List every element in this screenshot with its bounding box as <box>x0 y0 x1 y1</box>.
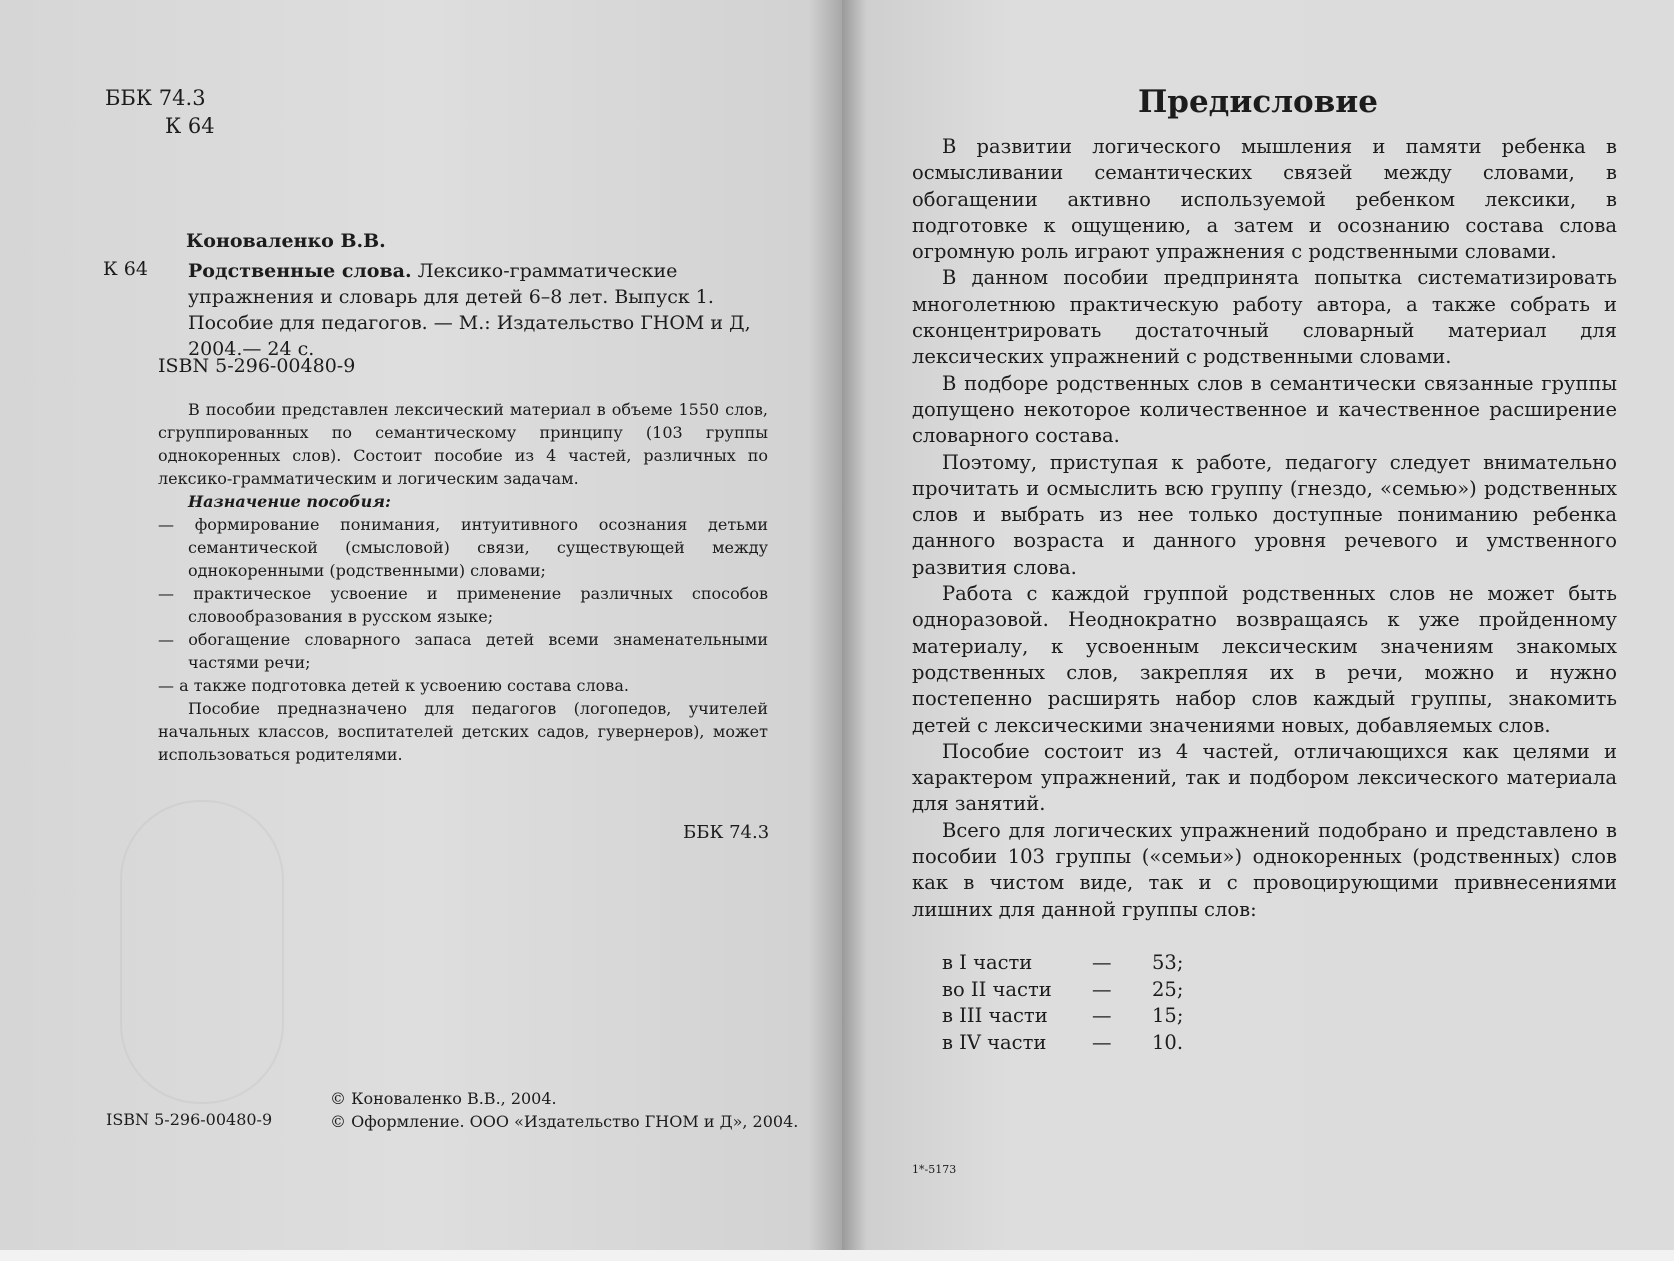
part-count: 15; <box>1152 1004 1184 1027</box>
bibliographic-description <box>158 258 768 362</box>
purpose-item: — формирование понимания, интуитивного осознания детьми семантической (смысловой) связи, существующей между однокоренными (родственными) словами; <box>158 513 768 582</box>
author-mark: К 64 <box>103 258 148 280</box>
author-name: Коноваленко В.В. <box>186 230 386 252</box>
purpose-item: — обогащение словарного запаса детей всеми знаменательными частями речи; <box>158 628 768 674</box>
preface-paragraph: Всего для логических упражнений подобрано и представлено в пособии 103 группы («семьи») однокоренных (родственных) слов как в чистом виде, так и с провоцирующими привнесениями лишних для данной группы слов: <box>912 818 1617 921</box>
audience-note: Пособие предназначено для педагогов (логопедов, учителей начальных классов, воспитателей детских садов, гувернеров), может использоваться родителями. <box>158 699 768 764</box>
part-count: 10. <box>1152 1030 1184 1054</box>
purpose-list <box>158 513 768 697</box>
scan-edge <box>0 1250 1674 1261</box>
book-title: Родственные слова. <box>188 260 412 282</box>
preface-paragraph: В развитии логического мышления и памяти ребенка в осмысливании семантических связей между словами, в обогащении активно используемой ребенком лексики, в подготовке к ощущению, а затем и осознанию состава слова огромную роль играют упражнения с родственными словами. <box>912 135 1617 264</box>
parts-list <box>942 950 1212 1056</box>
parts-row <box>942 950 1212 977</box>
bbk-line: ББК 74.3 <box>105 86 206 110</box>
part-label: во II части <box>942 977 1052 1001</box>
biblio-details: Лексико-грамматические упражнения и словарь для детей 6–8 лет. Выпуск 1. Пособие для педагогов. — М.: Издательство ГНОМ и Д, 2004.— 24 с. <box>188 260 751 360</box>
preface-paragraph: Работа с каждой группой родственных слов не может быть одноразовой. Неоднократно возвращаясь к уже пройденному материалу, к усвоенным лексическим значениям знакомых родственных слов, закрепляя их в речи, можно и нужно постепенно расширять набор слов каждый группы, знакомить детей с лексическими значениями новых, добавляемых слов. <box>912 582 1617 737</box>
preface-paragraph: Пособие состоит из 4 частей, отличающихся как целями и характером упражнений, так и подбором лексического материала для занятий. <box>912 739 1617 816</box>
faint-illustration <box>120 800 284 1104</box>
bbk-code <box>105 84 215 140</box>
purpose-item: — практическое усвоение и применение различных способов словообразования в русском языке; <box>158 582 768 628</box>
page-title: Предисловие <box>1138 84 1378 120</box>
annotation-intro: В пособии представлен лексический материал в объеме 1550 слов, сгруппированных по семантическому принципу (103 группы однокоренных слов). Состоит пособие из 4 частей, различных по лексико-грамматическим и логическим задачам. <box>158 400 768 488</box>
isbn: ISBN 5-296-00480-9 <box>158 355 356 377</box>
part-count: 53; <box>1152 951 1184 974</box>
part-dash: — <box>1092 951 1112 974</box>
author-mark-line: К 64 <box>165 114 215 138</box>
annotation <box>158 398 768 766</box>
parts-row <box>942 1030 1212 1057</box>
part-count: 25; <box>1152 977 1184 1001</box>
page-code: 1*-5173 <box>912 1163 957 1176</box>
part-label: в I части <box>942 951 1033 974</box>
right-page <box>842 0 1674 1250</box>
preface-paragraph: Поэтому, приступая к работе, педагогу следует внимательно прочитать и осмыслить всю группу (гнездо, «семью») родственных слов и выбрать из нее только доступные пониманию ребенка данного возраста и данного уровня речевого и умственного развития слова. <box>912 450 1617 579</box>
preface-paragraph: В подборе родственных слов в семантически связанные группы допущено некоторое количественное и качественное расширение словарного состава. <box>912 371 1617 448</box>
copyright-author: © Коноваленко В.В., 2004. <box>330 1089 557 1108</box>
parts-row <box>942 1003 1212 1030</box>
purpose-heading: Назначение пособия: <box>188 492 391 511</box>
left-page <box>0 0 842 1250</box>
purpose-item: — а также подготовка детей к усвоению состава слова. <box>158 674 768 697</box>
isbn-bottom: ISBN 5-296-00480-9 <box>106 1110 273 1129</box>
parts-row <box>942 977 1212 1004</box>
part-dash: — <box>1092 1030 1112 1054</box>
part-dash: — <box>1092 1004 1112 1027</box>
preface-paragraph: В данном пособии предпринята попытка систематизировать многолетнюю практическую работу автора, а также собрать и сконцентрировать достаточный словарный материал для лексических упражнений с родственными словами. <box>912 266 1617 369</box>
preface-text <box>912 134 1617 923</box>
part-label: в IV части <box>942 1030 1047 1054</box>
copyright-design: © Оформление. ООО «Издательство ГНОМ и Д», 2004. <box>330 1112 799 1131</box>
part-dash: — <box>1092 977 1112 1001</box>
copyright-block <box>330 1087 798 1133</box>
part-label: в III части <box>942 1004 1048 1027</box>
bbk-bottom: ББК 74.3 <box>683 822 770 843</box>
